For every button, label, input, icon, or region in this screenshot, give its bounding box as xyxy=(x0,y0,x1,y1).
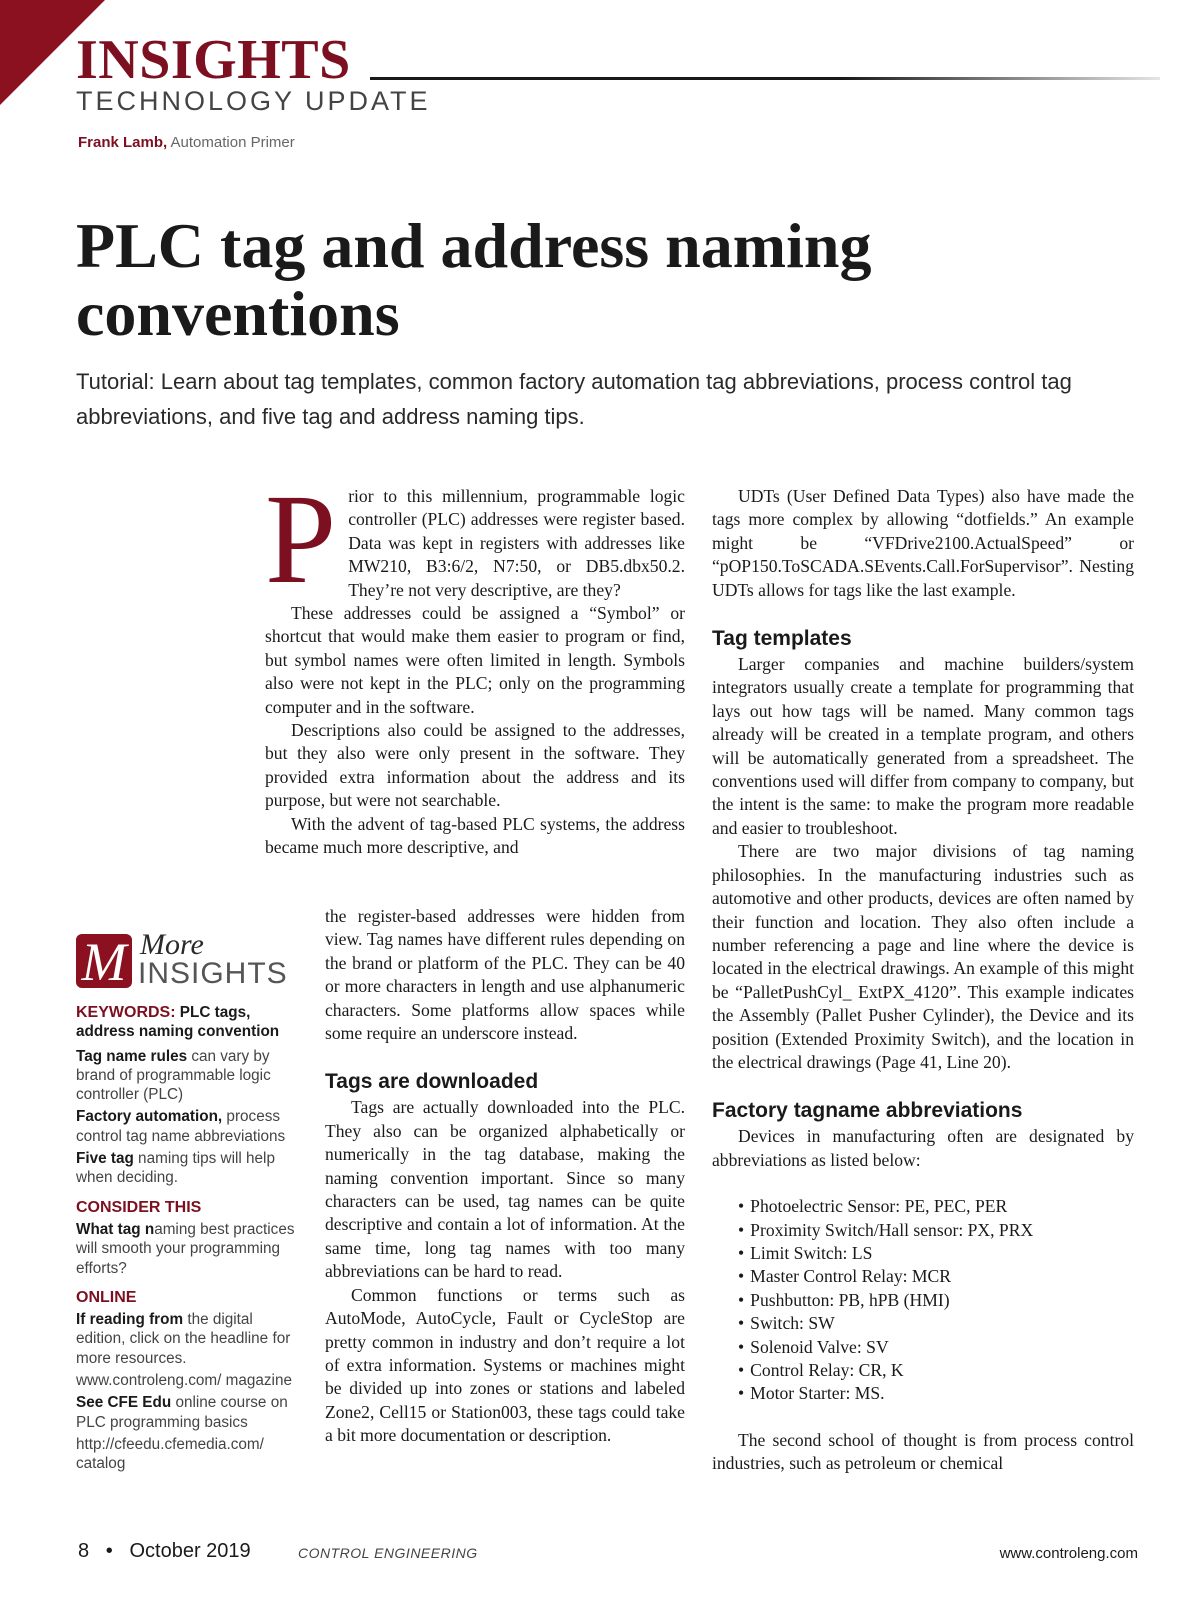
online-text: If reading from the digital edition, click on the headline for more resources. xyxy=(76,1311,291,1367)
list-item: • Solenoid Valve: SV xyxy=(738,1336,1134,1359)
paragraph: There are two major divisions of tag naming philosophies. In the manufacturing industries such as automotive and other products, devices are often named by their function and location. They also often include a number referencing a page and line where the device is located in the electrical drawings. An example of this might be “PalletPushCyl_ ExtPX_4120”. This example indicates the Assembly (Pallet Pusher Cylinder), the Device and its position (Extended Proximity Switch), and the location in the electrical drawings (Page 41, Line 20). xyxy=(712,841,1134,1072)
body-column-3 xyxy=(712,485,1134,1476)
abbreviation-list xyxy=(712,1195,1134,1406)
consider-this-text: What tag naming best practices will smooth your programming efforts? xyxy=(76,1220,295,1277)
paragraph: Prior to this millennium, programmable logic controller (PLC) addresses were register based. Data was kept in registers with addresses like MW210, B3:6/2, N7:50, or DB5.dbx50.2. They’re not very descriptive, are they? xyxy=(265,468,685,610)
list-item: • Limit Switch: LS xyxy=(738,1242,1134,1265)
article-title: PLC tag and address naming conventions xyxy=(76,210,872,349)
consider-this-heading: CONSIDER THIS xyxy=(76,1198,202,1216)
issue-date: October 2019 xyxy=(129,1540,251,1562)
more-insights-more: More xyxy=(140,928,204,961)
sidebar-item: Five tag naming tips will help when deciding. xyxy=(76,1150,275,1187)
drop-cap: P xyxy=(265,468,337,610)
online-heading: ONLINE xyxy=(76,1288,137,1306)
cfe-link[interactable]: http://cfeedu.cfemedia.com/ catalog xyxy=(76,1435,264,1473)
author-name: Frank Lamb, xyxy=(78,134,168,151)
paragraph: The second school of thought is from process control industries, such as petroleum or chemical xyxy=(712,1429,1134,1474)
cfe-text: See CFE Edu online course on PLC programming basics xyxy=(76,1394,288,1431)
more-insights-badge: M xyxy=(76,934,132,988)
footer-url[interactable]: www.controleng.com xyxy=(999,1545,1138,1562)
more-insights-label: INSIGHTS xyxy=(138,957,288,990)
sidebar-item: Factory automation, process control tag name abbreviations xyxy=(76,1108,286,1145)
list-item: • Switch: SW xyxy=(738,1312,1134,1335)
paragraph: Tags are actually downloaded into the PLC. They also can be organized alphabetically or numerically in the tag database, making the naming convention important. Since so many characters can be used, tag names can be quite descriptive and contain a lot of information. At the same time, long tag names with too many abbreviations can be hard to read. xyxy=(325,1097,685,1282)
body-column-1 xyxy=(265,468,685,860)
author-affiliation: Automation Primer xyxy=(167,134,295,151)
list-item: • Master Control Relay: MCR xyxy=(738,1265,1134,1288)
keywords: KEYWORDS: PLC tags, address naming convention xyxy=(76,1004,280,1041)
section-subtitle: TECHNOLOGY UPDATE xyxy=(76,86,431,116)
paragraph: With the advent of tag-based PLC systems, the address became much more descriptive, and xyxy=(265,813,685,858)
paragraph: Common functions or terms such as AutoMode, AutoCycle, Fault or CycleStop are pretty common in industry and don’t require a lot of extra information. Systems or machines might be divided up into zones or stations and labeled Zone2, Cell15 or Station003, these tags could take a bit more documentation or description. xyxy=(325,1284,685,1446)
subhead-tag-templates: Tag templates xyxy=(712,627,852,651)
footer-bullet: • xyxy=(105,1540,113,1562)
list-item: • Pushbutton: PB, hPB (HMI) xyxy=(738,1289,1134,1312)
paragraph: These addresses could be assigned a “Symbol” or shortcut that would make them easier to program or find, but symbol names were often limited in length. Symbols also were not kept in the PLC; only on the programming computer and in the software. xyxy=(265,603,685,717)
list-item: • Photoelectric Sensor: PE, PEC, PER xyxy=(738,1195,1134,1218)
section-title: INSIGHTS xyxy=(76,29,351,91)
subhead-factory-abbreviations: Factory tagname abbreviations xyxy=(712,1099,1023,1123)
magazine-name: CONTROL ENGINEERING xyxy=(298,1545,478,1561)
header-rule xyxy=(370,77,1160,80)
page-number: 8 xyxy=(78,1540,90,1562)
more-insights-sidebar xyxy=(76,1000,302,1474)
list-item: • Proximity Switch/Hall sensor: PX, PRX xyxy=(738,1219,1134,1242)
list-item: • Motor Starter: MS. xyxy=(738,1382,1134,1405)
paragraph: Larger companies and machine builders/system integrators usually create a template for programming that lays out how tags will be named. Many common tags already will be created in a template program, and others will be automatically generated from a spreadsheet. The conventions used will differ from company to company, but the intent is the same: to make the program more readable and easier to troubleshoot. xyxy=(712,654,1134,838)
sidebar-item: Tag name rules can vary by brand of programmable logic controller (PLC) xyxy=(76,1047,271,1104)
byline xyxy=(78,134,295,151)
article-deck: Tutorial: Learn about tag templates, common factory automation tag abbreviations, process control tag abbreviations, and five tag and address naming tips. xyxy=(76,369,1072,429)
subhead-tags-downloaded: Tags are downloaded xyxy=(325,1070,539,1094)
paragraph: UDTs (User Defined Data Types) also have made the tags more complex by allowing “dotfields.” An example might be “VFDrive2100.ActualSpeed” or “pOP150.ToSCADA.SEvents.Call.ForSupervisor”. Nesting UDTs allows for tags like the last example. xyxy=(712,486,1134,600)
paragraph: Devices in manufacturing often are designated by abbreviations as listed below: xyxy=(712,1126,1134,1170)
online-link[interactable]: www.controleng.com/ magazine xyxy=(76,1372,292,1390)
paragraph: the register-based addresses were hidden from view. Tag names have different rules depending on the brand or platform of the PLC. They can be 40 or more characters in length and use alphanumeric characters. Some platforms allow spaces while some require an underscore instead. xyxy=(325,906,685,1044)
list-item: • Control Relay: CR, K xyxy=(738,1359,1134,1382)
footer-page-info xyxy=(78,1540,251,1563)
paragraph: Descriptions also could be assigned to the addresses, but they also were only present in the software. They provided extra information about the address and its purpose, but were not searchable. xyxy=(265,720,685,811)
body-column-2 xyxy=(325,905,685,1448)
